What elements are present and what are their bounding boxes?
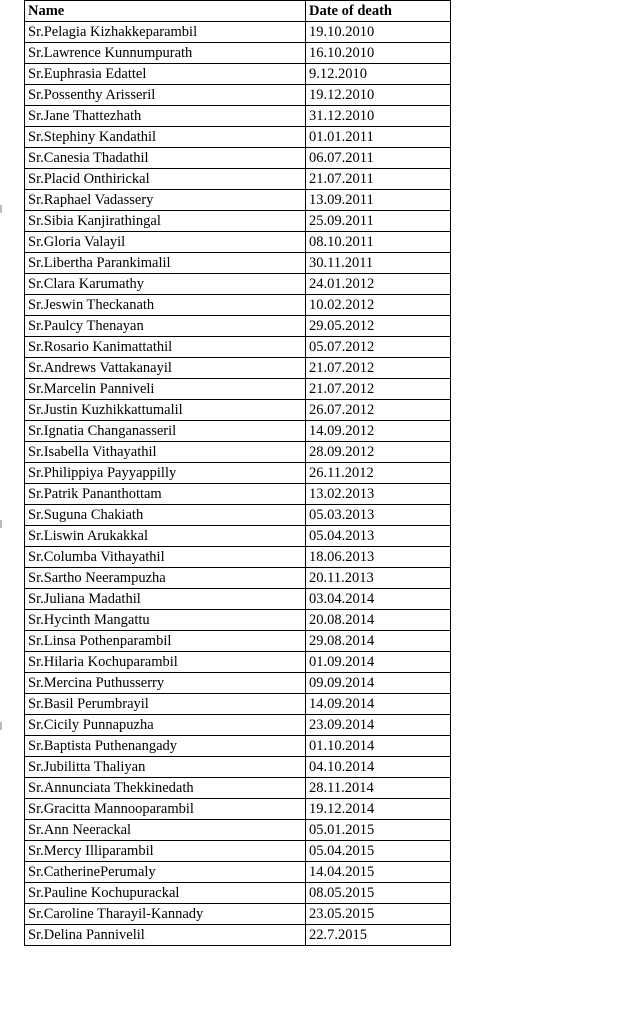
date-cell[interactable]: 19.10.2010 [306,22,451,43]
date-cell[interactable]: 24.01.2012 [306,274,451,295]
table-row [25,484,451,505]
date-cell[interactable]: 16.10.2010 [306,43,451,64]
table-row [25,64,451,85]
name-cell[interactable]: Sr.Libertha Parankimalil [25,253,306,274]
date-cell[interactable]: 01.10.2014 [306,736,451,757]
name-cell[interactable]: Sr.Lawrence Kunnumpurath [25,43,306,64]
name-cell[interactable]: Sr.Jubilitta Thaliyan [25,757,306,778]
name-cell[interactable]: Sr.Baptista Puthenangady [25,736,306,757]
date-cell[interactable]: 25.09.2011 [306,211,451,232]
name-cell[interactable]: Sr.Jane Thattezhath [25,106,306,127]
table-row [25,442,451,463]
name-cell[interactable]: Sr.Philippiya Payyappilly [25,463,306,484]
name-cell[interactable]: Sr.Jeswin Theckanath [25,295,306,316]
name-cell[interactable]: Sr.Isabella Vithayathil [25,442,306,463]
table-row [25,547,451,568]
header-row [25,1,451,22]
date-cell[interactable]: 01.09.2014 [306,652,451,673]
table-row [25,22,451,43]
table-row [25,43,451,64]
edge-mark [0,205,2,213]
date-cell[interactable]: 08.05.2015 [306,883,451,904]
name-cell[interactable]: Sr.Mercina Puthusserry [25,673,306,694]
table-row [25,148,451,169]
name-cell[interactable]: Sr.Cicily Punnapuzha [25,715,306,736]
date-cell[interactable]: 26.11.2012 [306,463,451,484]
table-row [25,631,451,652]
table-row [25,673,451,694]
date-cell[interactable]: 21.07.2012 [306,358,451,379]
name-cell[interactable]: Sr.Liswin Arukakkal [25,526,306,547]
table-row [25,589,451,610]
table-row [25,862,451,883]
date-cell[interactable]: 05.04.2013 [306,526,451,547]
name-cell[interactable]: Sr.Placid Onthirickal [25,169,306,190]
name-cell[interactable]: Sr.Possenthy Arisseril [25,85,306,106]
table-row [25,526,451,547]
table-row [25,169,451,190]
table-row [25,85,451,106]
table-row [25,904,451,925]
date-cell[interactable]: 05.03.2013 [306,505,451,526]
table-row [25,232,451,253]
name-cell[interactable]: Sr.Stephiny Kandathil [25,127,306,148]
date-cell[interactable]: 22.7.2015 [306,925,451,946]
date-cell[interactable]: 14.09.2014 [306,694,451,715]
date-cell[interactable]: 28.09.2012 [306,442,451,463]
name-cell[interactable]: Sr.Pauline Kochupurackal [25,883,306,904]
name-cell[interactable]: Sr.Clara Karumathy [25,274,306,295]
name-cell[interactable]: Sr.Hilaria Kochuparambil [25,652,306,673]
table-row [25,652,451,673]
date-cell[interactable]: 19.12.2010 [306,85,451,106]
date-cell[interactable]: 18.06.2013 [306,547,451,568]
date-cell[interactable]: 21.07.2011 [306,169,451,190]
name-cell[interactable]: Sr.Mercy Illiparambil [25,841,306,862]
table-row [25,610,451,631]
table-row [25,925,451,946]
date-cell[interactable]: 10.02.2012 [306,295,451,316]
edge-mark [0,722,2,730]
date-cell[interactable]: 03.04.2014 [306,589,451,610]
date-cell[interactable]: 05.04.2015 [306,841,451,862]
date-cell[interactable]: 14.04.2015 [306,862,451,883]
name-cell[interactable]: Sr.Juliana Madathil [25,589,306,610]
name-cell[interactable]: Sr.CatherinePerumaly [25,862,306,883]
table-row [25,883,451,904]
deaths-table [24,0,451,946]
table-row [25,568,451,589]
name-cell[interactable]: Sr.Gracitta Mannooparambil [25,799,306,820]
table-row [25,715,451,736]
table-row [25,190,451,211]
date-cell[interactable]: 08.10.2011 [306,232,451,253]
table-row [25,316,451,337]
name-cell[interactable]: Sr.Andrews Vattakanayil [25,358,306,379]
name-cell[interactable]: Sr.Suguna Chakiath [25,505,306,526]
date-cell[interactable]: 05.07.2012 [306,337,451,358]
name-cell[interactable]: Sr.Rosario Kanimattathil [25,337,306,358]
date-cell[interactable]: 31.12.2010 [306,106,451,127]
header-date-of-death[interactable]: Date of death [306,1,451,22]
table-row [25,841,451,862]
date-cell[interactable]: 20.08.2014 [306,610,451,631]
table-row [25,295,451,316]
date-cell[interactable]: 29.08.2014 [306,631,451,652]
table-row [25,274,451,295]
name-cell[interactable]: Sr.Justin Kuzhikkattumalil [25,400,306,421]
table-row [25,505,451,526]
table-row [25,421,451,442]
table-row [25,337,451,358]
name-cell[interactable]: Sr.Raphael Vadassery [25,190,306,211]
table-row [25,757,451,778]
header-name[interactable]: Name [25,1,306,22]
date-cell[interactable]: 28.11.2014 [306,778,451,799]
name-cell[interactable]: Sr.Delina Pannivelil [25,925,306,946]
date-cell[interactable]: 13.09.2011 [306,190,451,211]
name-cell[interactable]: Sr.Caroline Tharayil-Kannady [25,904,306,925]
name-cell[interactable]: Sr.Sartho Neerampuzha [25,568,306,589]
name-cell[interactable]: Sr.Ann Neerackal [25,820,306,841]
name-cell[interactable]: Sr.Basil Perumbrayil [25,694,306,715]
table-row [25,127,451,148]
date-cell[interactable]: 01.01.2011 [306,127,451,148]
name-cell[interactable]: Sr.Sibia Kanjirathingal [25,211,306,232]
spreadsheet [24,0,451,946]
table-row [25,400,451,421]
name-cell[interactable]: Sr.Paulcy Thenayan [25,316,306,337]
date-cell[interactable]: 30.11.2011 [306,253,451,274]
name-cell[interactable]: Sr.Ignatia Changanasseril [25,421,306,442]
table-row [25,820,451,841]
table-row [25,694,451,715]
date-cell[interactable]: 20.11.2013 [306,568,451,589]
name-cell[interactable]: Sr.Patrik Pananthottam [25,484,306,505]
name-cell[interactable]: Sr.Columba Vithayathil [25,547,306,568]
date-cell[interactable]: 26.07.2012 [306,400,451,421]
date-cell[interactable]: 06.07.2011 [306,148,451,169]
name-cell[interactable]: Sr.Annunciata Thekkinedath [25,778,306,799]
name-cell[interactable]: Sr.Marcelin Panniveli [25,379,306,400]
name-cell[interactable]: Sr.Hycinth Mangattu [25,610,306,631]
name-cell[interactable]: Sr.Euphrasia Edattel [25,64,306,85]
table-row [25,379,451,400]
name-cell[interactable]: Sr.Canesia Thadathil [25,148,306,169]
date-cell[interactable]: 23.09.2014 [306,715,451,736]
date-cell[interactable]: 29.05.2012 [306,316,451,337]
table-row [25,211,451,232]
table-row [25,358,451,379]
date-cell[interactable]: 13.02.2013 [306,484,451,505]
date-cell[interactable]: 09.09.2014 [306,673,451,694]
table-row [25,736,451,757]
table-row [25,799,451,820]
date-cell[interactable]: 14.09.2012 [306,421,451,442]
edge-mark [0,520,2,528]
date-cell[interactable]: 21.07.2012 [306,379,451,400]
date-cell[interactable]: 05.01.2015 [306,820,451,841]
date-cell[interactable]: 19.12.2014 [306,799,451,820]
table-row [25,463,451,484]
date-cell[interactable]: 9.12.2010 [306,64,451,85]
name-cell[interactable]: Sr.Pelagia Kizhakkeparambil [25,22,306,43]
table-row [25,778,451,799]
table-body [25,22,451,946]
date-cell[interactable]: 23.05.2015 [306,904,451,925]
date-cell[interactable]: 04.10.2014 [306,757,451,778]
table-row [25,253,451,274]
name-cell[interactable]: Sr.Gloria Valayil [25,232,306,253]
table-row [25,106,451,127]
name-cell[interactable]: Sr.Linsa Pothenparambil [25,631,306,652]
